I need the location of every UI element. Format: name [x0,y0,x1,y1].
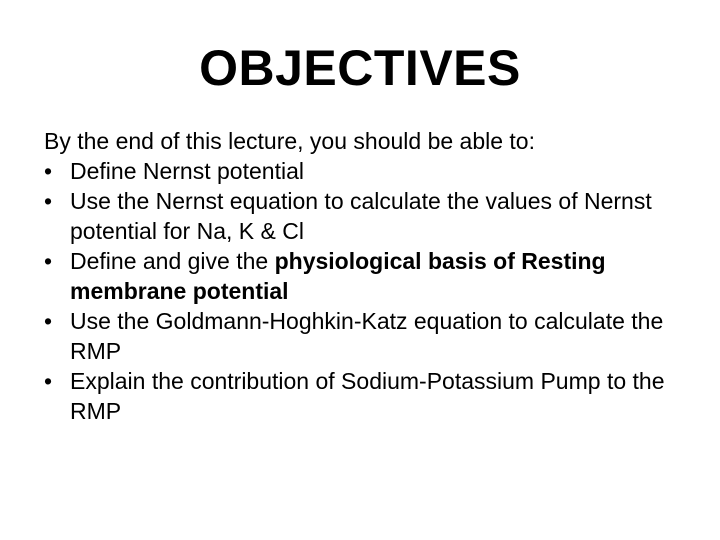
objective-text-1: Define Nernst potential [70,158,304,184]
slide-body [44,126,694,426]
objective-text-3-bold: physiological basis of Resting membrane potential [70,248,606,304]
objective-item-2 [44,186,694,246]
bullet-icon: • [44,158,53,184]
objective-text-4: Use the Goldmann-Hoghkin-Katz equation to calculate the RMP [70,308,664,364]
bullet-icon: • [44,368,53,394]
objective-text-5: Explain the contribution of Sodium-Potassium Pump to the RMP [70,368,665,424]
objectives-list [44,156,694,426]
objective-item-5 [44,366,694,426]
bullet-icon: • [44,248,53,274]
objective-item-4 [44,306,694,366]
objective-text-3 [70,248,606,304]
objective-text-2: Use the Nernst equation to calculate the values of Nernst potential for Na, K & Cl [70,188,652,244]
bullet-icon: • [44,308,53,334]
objective-text-3-plain: Define and give the [70,248,275,274]
bullet-icon: • [44,188,53,214]
objective-item-1 [44,156,694,186]
objective-item-3 [44,246,694,306]
intro-text: By the end of this lecture, you should be able to: [44,128,535,154]
slide-title: OBJECTIVES [199,40,521,96]
